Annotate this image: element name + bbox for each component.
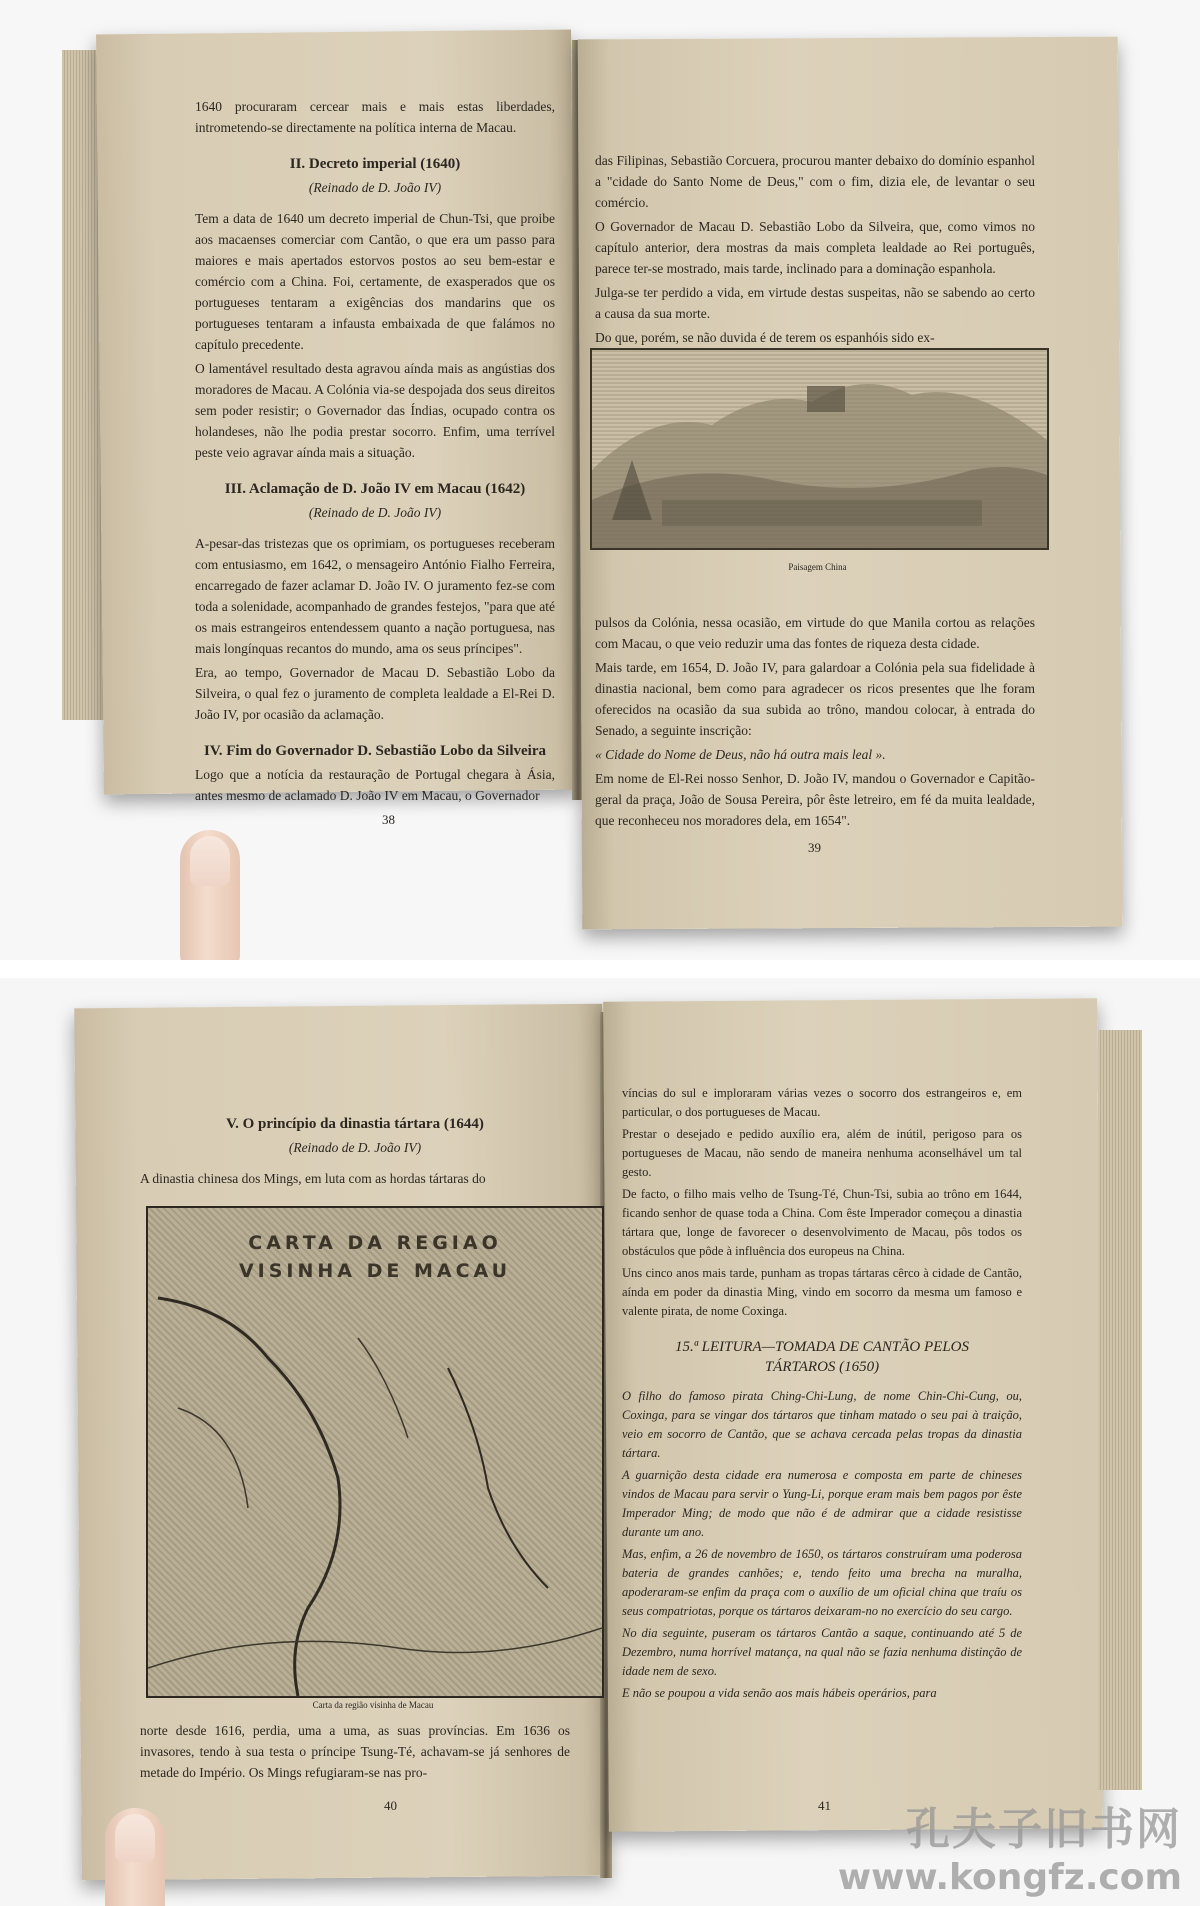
intro-text: 1640 procuraram cercear mais e mais estas liberdades, intrometendo-se directamente na política interna de Macau. [195,99,555,135]
page-number: 39 [808,840,821,855]
fingernail [115,1814,155,1862]
reading-paragraph: O filho do famoso pirata Ching-Chi-Lung, de nome Chin-Chi-Cung, ou, Coxinga, para se vingar dos tártaros que tinham matado o seu pai à traição, veio em socorro de Cantão, que se achava cercada pelas tropas da dinastia tártara. [622,1389,1022,1460]
paragraph: Uns cinco anos mais tarde, punham as tropas tártaras cêrco à cidade de Cantão, aínda em poder da dinastia Ming, vindo em socorro da mesma um famoso e valente pirata, de nome Coxinga. [622,1266,1022,1318]
landscape-engraving [590,348,1049,550]
section-heading: II. Decreto imperial (1640) [289,156,461,172]
section-heading: IV. Fim do Governador D. Sebastião Lobo da Silveira [204,743,546,759]
reading-paragraph: No dia seguinte, puseram os tártaros Cantão a saque, continuando até 5 de Dezembro, numa horrível matança, na qual não se fazia nenhuma distinção de idade nem de sexo. [622,1626,1022,1678]
watermark-url: www.kongfz.com [837,1857,1182,1898]
paragraph: Do que, porém, se não duvida é de terem os espanhóis sido ex- [595,330,935,345]
right-page-text-top [595,150,1035,351]
paragraph: víncias do sul e imploraram várias vezes o socorro dos estrangeiros e, em particular, o dos portugueses de Macau. [622,1086,1022,1119]
page-edges [1098,1030,1142,1790]
paragraph: norte desde 1616, perdia, uma a uma, as suas províncias. Em 1636 os invasores, tendo à sua testa o príncipe Tsung-Té, achavam-se já senhores de metade do Império. Os Mings refugiaram-se nas pro- [140,1723,570,1780]
engraving-illustration [592,350,1047,548]
paragraph: pulsos da Colónia, nessa ocasião, em virtude do que Manila cortou as relações com Macau, o que veio reduzir uma das fontes de riqueza desta cidade. [595,615,1035,651]
reading-paragraph: Mas, enfim, a 26 de novembro de 1650, os tártaros construíram uma poderosa bateria de grandes canhões; e, tendo feito uma brecha na muralha, apoderaram-se enfim da praça com o auxílio de um oficial china que traíu os seus compatriotas, porque os tártaros deixaram-no no exercício do seu cargo. [622,1547,1022,1618]
photo-divider [0,960,1200,978]
paragraph: A-pesar-das tristezas que os oprimiam, os portugueses receberam com entusiasmo, em 1642, o mensageiro António Fialho Ferreira, encarregado de fazer aclamar D. João IV. O juramento fez-se com toda a solenidade, acompanhado de grandes festejos, "para que até os mais estrangeiros entendessem quanto a nação portuguesa, nas mais longínquas recantos do mundo, ama os seus príncipes". [195,536,555,656]
image-caption: Paisagem China [788,562,847,572]
reading-paragraph: A guarnição desta cidade era numerosa e composta em parte de chineses vindos de Macau para servir o Yung-Li, porque eram mais bem pagos por êste Imperador Ming; de modo que não é de admirar que a cidade resistisse durante um ano. [622,1468,1022,1539]
reading-paragraph: E não se poupou a vida senão aos mais hábeis operários, para [622,1686,937,1700]
reign-subtitle: (Reinado de D. João IV) [308,180,442,195]
paragraph: A dinastia chinesa dos Mings, em luta com as hordas tártaras do [140,1171,486,1186]
paragraph: Prestar o desejado e pedido auxílio era, além de inútil, perigoso para os portugueses de Macau, não sendo de maneira nenhuma aconselhável um tal gesto. [622,1127,1022,1179]
reading-title [622,1337,1022,1377]
right-page-text [622,1084,1022,1706]
bottom-photo [0,978,1200,1906]
left-page-text-bottom [140,1720,570,1786]
reign-subtitle: (Reinado de D. João IV) [308,505,442,520]
page-number: 41 [818,1798,831,1813]
left-page-text-top [140,1098,570,1192]
paragraph: Tem a data de 1640 um decreto imperial de Chun-Tsi, que proibe aos macaenses comerciar com Cantão, o que era um passo para maiores e mais apertados estorvos postos ao seu bem-estar e comércio com a China. Foi, certamente, de exasperados que os portugueses tentaram a exigências dos mandarins que os portugueses tentaram a infausta embaixada de que falámos no capítulo precedente. [195,211,555,352]
watermark [838,1793,1182,1898]
paragraph: das Filipinas, Sebastião Corcuera, procurou manter debaixo do domínio espanhol a "cidade do Santo Nome de Deus," com o fim, dizia ele, de levantar o seu comércio. [595,153,1035,210]
paragraph: De facto, o filho mais velho de Tsung-Té, Chun-Tsi, subia ao trôno em 1644, ficando senhor de quase toda a China. Com êste Imperador começou a dinastia tártara que, longe de favorecer o desenvolvimento de Macau, pôs todos os obstáculos que pôde à influência dos europeus na China. [622,1187,1022,1258]
reign-subtitle: (Reinado de D. João IV) [288,1140,422,1155]
section-heading: III. Aclamação de D. João IV em Macau (1642) [224,481,526,497]
map-caption: Carta da região visinha de Macau [312,1700,434,1710]
page-number: 38 [382,812,395,827]
paragraph: Em nome de El-Rei nosso Senhor, D. João IV, mandou o Governador e Capitão-geral da praça, João de Sousa Pereira, pôr êste letreiro, em fé da muita lealdade, que reconheceu nos moradores dela, em 1654". [595,771,1035,828]
reading-title-line: TÁRTAROS (1650) [764,1359,880,1375]
map-title: VISINHA DE MACAU [238,1260,512,1282]
section-heading: V. O princípio da dinastia tártara (1644) [226,1116,484,1132]
paragraph: O lamentável resultado desta agravou aínda mais as angústias dos moradores de Macau. A Colónia via-se despojada dos seus direitos sem poder resistir; o Governador das Índias, ocupado contra os holandeses, não lhe podia prestar socorro. Enfim, uma terrível peste veio agravar aínda mais a situação. [195,361,555,460]
paragraph: Mais tarde, em 1654, D. João IV, para galardoar a Colónia pela sua fidelidade à dinastia nacional, bem como para agradecer os ricos presentes que lhe foram oferecidos na ocasião da sua subida ao trôno, mandou colocar, à entrada do Senado, a seguinte inscrição: [595,660,1035,738]
paragraph: Julga-se ter perdido a vida, em virtude destas suspeitas, não se sabendo ao certo a causa da sua morte. [595,285,1035,321]
map-lines [148,1208,602,1696]
fingernail [190,836,230,886]
paragraph: O Governador de Macau D. Sebastião Lobo da Silveira, que, como vimos no capítulo anterior, dera mostras da mais completa lealdade ao Rei português, parece ter-se mostrado, mais tarde, inclinado para a dominação espanhola. [595,219,1035,276]
paragraph: Logo que a notícia da restauração de Portugal chegara à Ásia, antes mesmo de aclamado D. João IV em Macau, o Governador [195,767,555,803]
map-figure [146,1206,604,1698]
inscription: « Cidade do Nome de Deus, não há outra mais leal ». [595,747,886,762]
map-title: CARTA DA REGIAO [248,1232,502,1254]
reading-title-line: 15.ª LEITURA—TOMADA DE CANTÃO PELOS [674,1339,970,1355]
right-page-text-bottom [595,612,1035,834]
watermark-logo: 孔夫子旧书网 [906,1804,1182,1855]
left-page-text [195,96,555,809]
paragraph: Era, ao tempo, Governador de Macau D. Sebastião Lobo da Silveira, o qual fez o juramento de completa lealdade a El-Rei D. João IV, por ocasião da aclamação. [195,665,555,722]
page-number: 40 [384,1798,397,1813]
